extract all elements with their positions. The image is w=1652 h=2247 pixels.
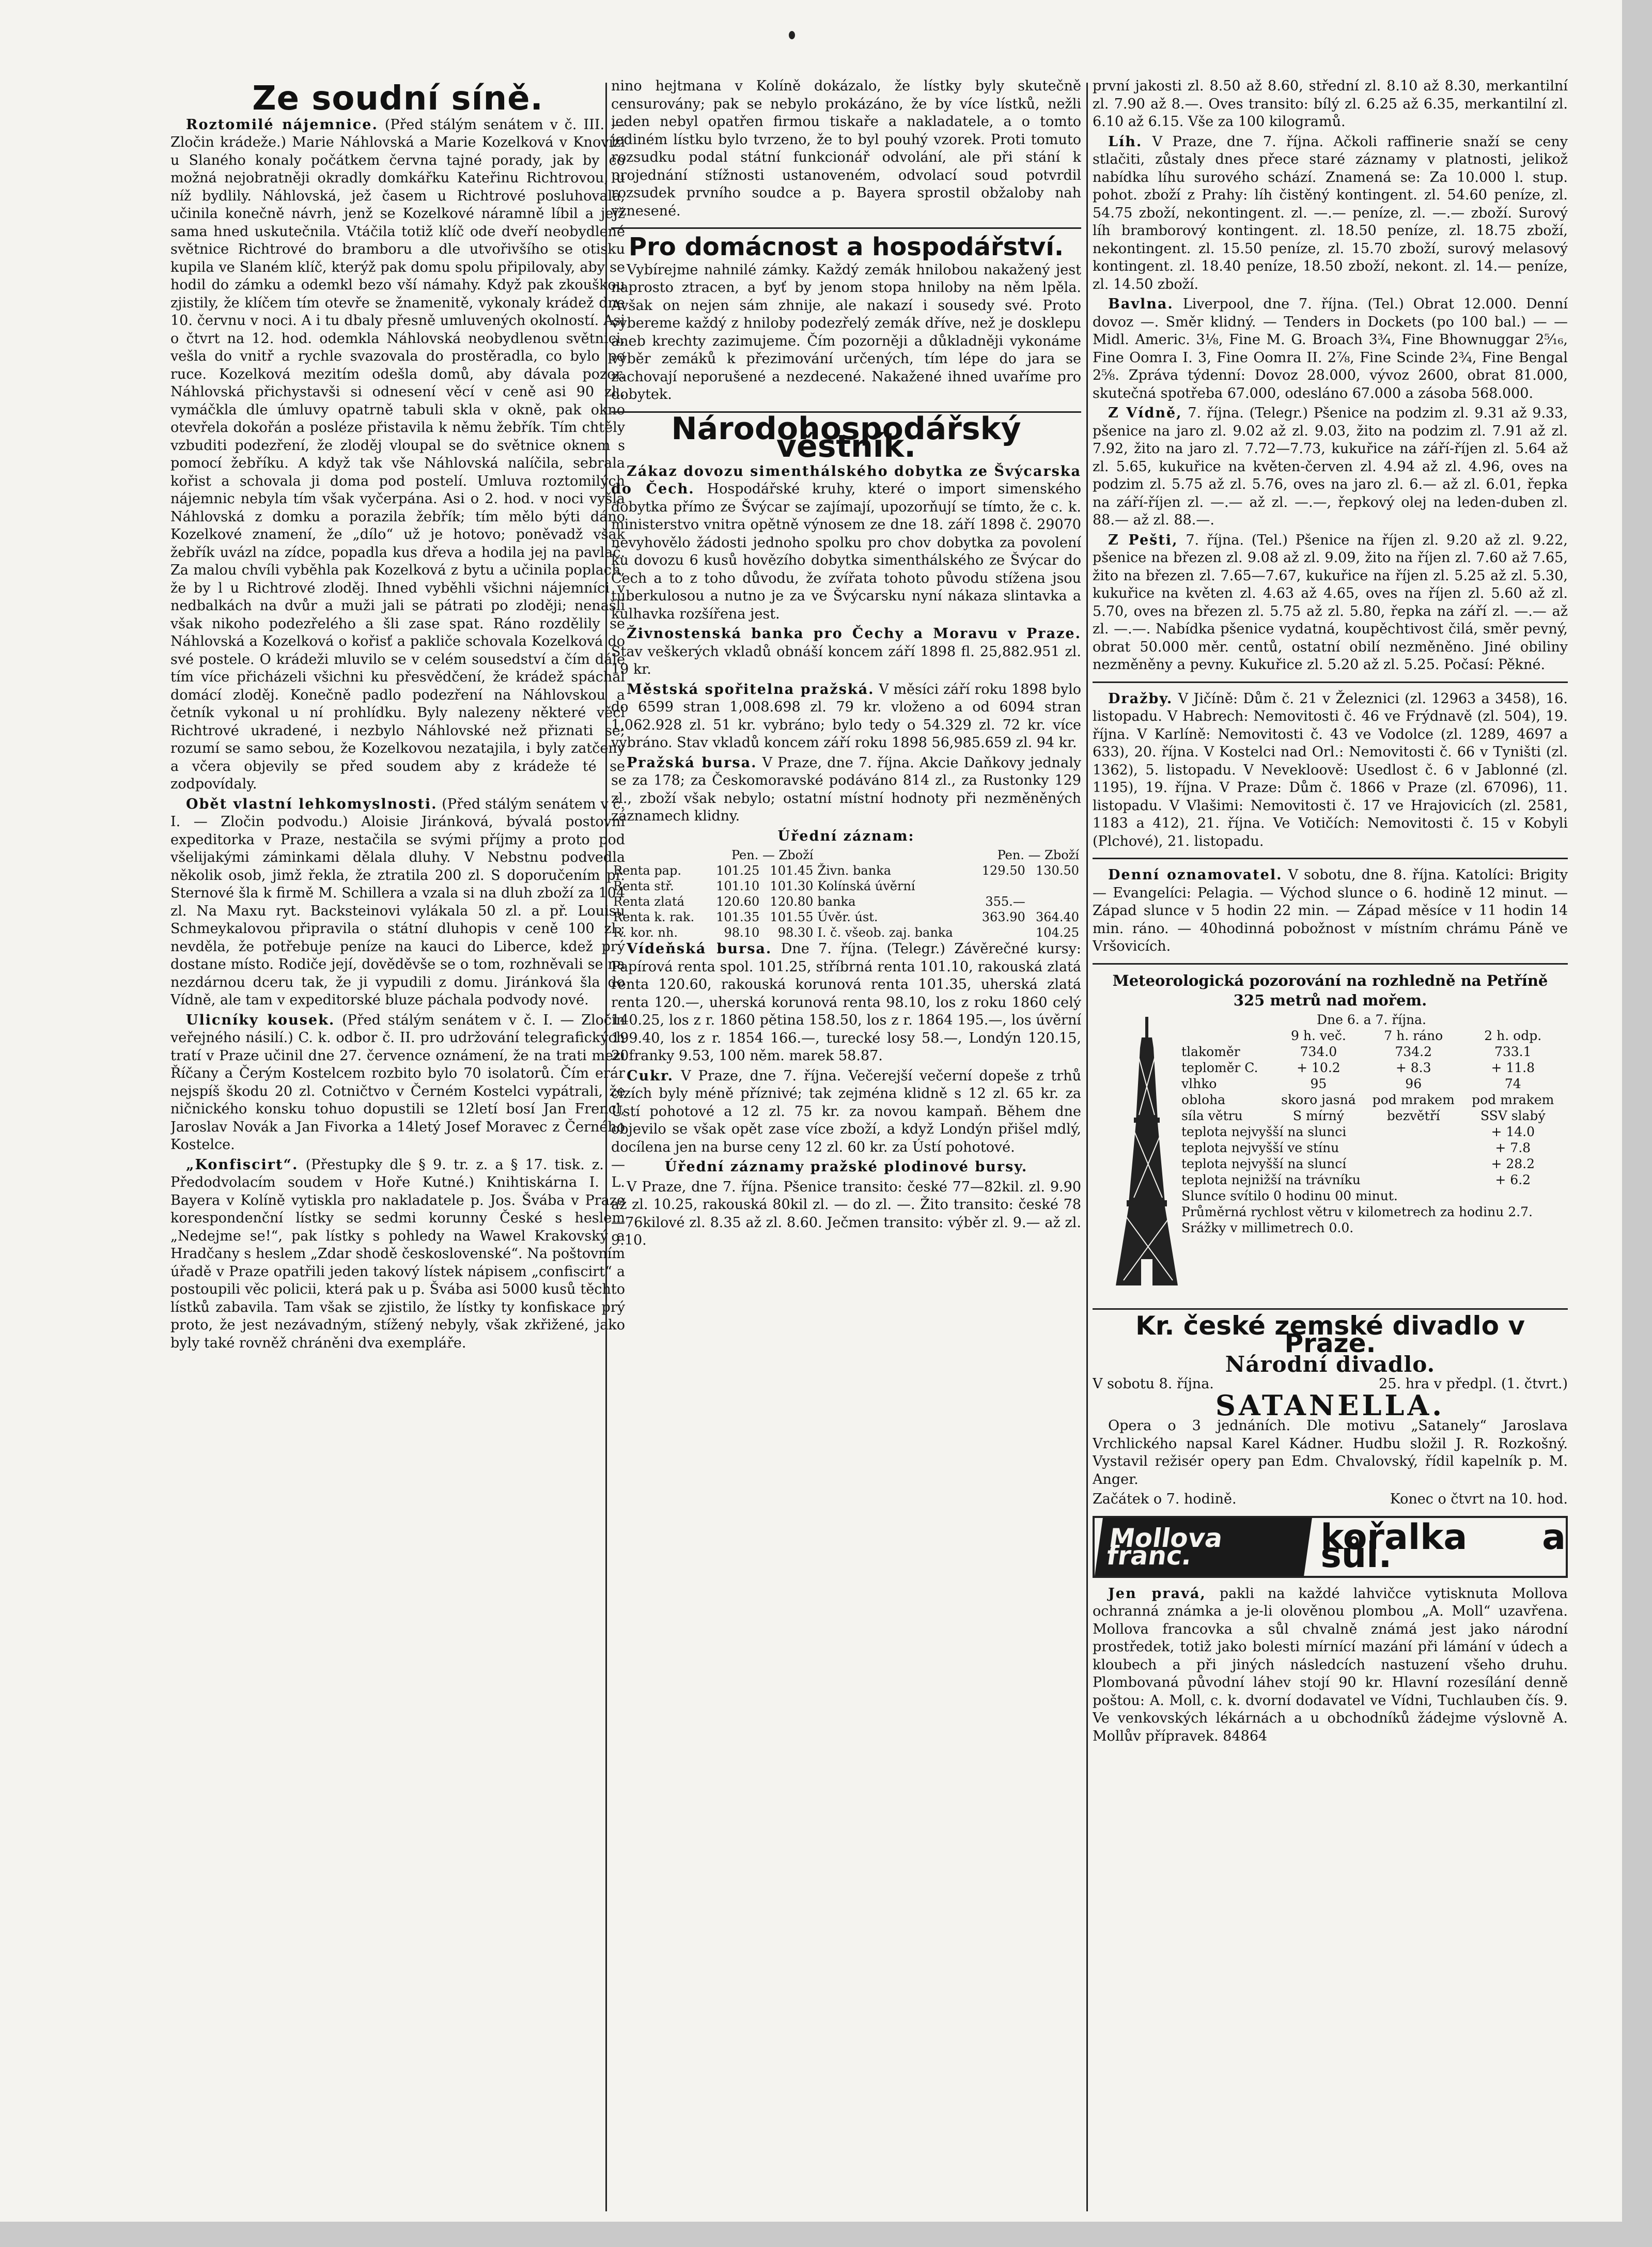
theatre-end: Konec o čtvrt na 10. hod.	[1390, 1491, 1568, 1507]
article-body: V Jičíně: Dům č. 21 v Železnici (zl. 12963 a 3458), 16. listopadu. V Habrech: Nemovitosti č. 46 ve Frýdnavě (zl. 504), 19. října. V Karlíně: Nemovitosti č. 43 ve Vodolce (zl. 1289, 4697 a 633), 20. října. V Kostelci nad Orl.: Nemovitosti č. 66 v Tyništi (zl. 1362), 5. listopadu. V Nevekloově: Usedlost č. 6 v Jablonné (zl. 1195), 19. října. V Praze: Dům č. 1866 v Praze (zl. 67096), 11. listopadu. V Vlašimi: Nemovitosti č. 17 ve Hrajovicích (zl. 2581, 1183 a 412), 21. října. Ve Votičích: Nemovitosti č. 15 v Kobyli (Plchové), 21. listopadu.	[1093, 690, 1568, 849]
table-row	[1180, 1092, 1563, 1108]
table-row	[1180, 1156, 1563, 1172]
meteo-value: 96	[1405, 1076, 1422, 1091]
rate-value: 355.—	[985, 894, 1025, 909]
meteo-note: Srážky v millimetrech 0.0.	[1181, 1220, 1354, 1235]
article-body: Hospodářské kruhy, které o import simenského dobytka přímo ze Švýcar se zajímají, upozorňují se tímto, že c. k. ministerstvo vnitra opětně výnosem ze dne 18. září 1898 č. 29070 nevyhovělo žádosti jednoho spolku pro chov dobytka za povolení ku dovozu 6 kusů hovězího dobytka simenthálského ze Švýcar do Čech a to z toho důvodu, že zvířata tohoto původu stížena jsou tuberkulosou a nutno je za ve Švýcarsku nyní nákaza slintavka a kulhavka rozšířena jest.	[611, 481, 1081, 622]
ad-product: kořalka a sůl.	[1320, 1517, 1566, 1576]
meteo-hour: 9 h. več.	[1291, 1028, 1346, 1043]
meteo-value: 74	[1504, 1076, 1521, 1091]
article-heading: „Konfiscirt“.	[186, 1156, 299, 1173]
article-heading: Zákaz dovozu simenthálského dobytka ze Švýcarska do Čech.	[611, 463, 1081, 497]
section-title: Ze soudní síně.	[252, 80, 543, 118]
meteo-table	[1180, 1012, 1563, 1236]
table-row	[1180, 1044, 1563, 1060]
meteo-label: tlakoměr	[1181, 1044, 1240, 1059]
rate-value: 101.35	[716, 910, 760, 924]
article-heading: Vídeňská bursa.	[627, 941, 772, 957]
meteo-value: 734.2	[1395, 1044, 1432, 1059]
article-body: V měsíci září roku 1898 bylo do 6599 stran 1,008.698 zl. 79 kr. vloženo a od 6094 stran 1,062.928 zl. 51 kr. vybráno; bylo tedy o 54.329 zl. 72 kr. více vybráno. Stav vkladů koncem září roku 1898 56,985.659 zl. 94 kr.	[611, 681, 1081, 751]
rate-label: banka	[817, 894, 856, 909]
article	[611, 463, 1081, 624]
column-rule	[1086, 83, 1088, 2211]
article-body: (Před stálým senátem v č. I. — Zločin veřejného násilí.) C. k. odbor č. II. pro udržování telegrafických tratí v Praze učinil dne 27. července oznámení, že na trati mezi Říčany a Čerým Kostelcem rozbito bylo 70 isolatorů. Čím erár nejspíš škodu 20 zl. Cotničtvo v Černém Kostelci vypátrali, že ničnického konsku tohuo dopustili se 12letí bosí Jan Frencl, Jaroslav Novák a Jan Fivorka a 14letý Josef Moravec z Černého Kostelce.	[170, 1012, 625, 1153]
section-title: Pro domácnost a hospodářství.	[628, 233, 1064, 261]
ad-code: 84864	[1223, 1728, 1268, 1744]
rate-value: 101.30	[770, 879, 814, 893]
meteo-value: SSV slabý	[1480, 1108, 1546, 1123]
column-middle	[611, 78, 1081, 2222]
meteo-subtitle: 325 metrů nad mořem.	[1233, 991, 1427, 1009]
rates-caption: Úřední záznam:	[777, 828, 915, 844]
article	[611, 681, 1081, 752]
meteo-value: pod mrakem	[1472, 1092, 1554, 1107]
article-body: Dne 7. října. (Telegr.) Závěrečné kursy: Papírová renta spol. 101.25, stříbrná renta 101.10, rakouská zlatá renta 120.60, rakouská korunová renta 101.35, uherská zlatá renta 120.—, uherská korunová renta 98.10, los z roku 1860 celý 140.25, los z r. 1860 pětina 158.50, los z r. 1864 195.—, los úvěrní 199.40, los z r. 1854 166.—, turecké losy 58.—, Londýn 120.15, 20franky 9.53, 100 něm. marek 58.87.	[611, 941, 1081, 1064]
article-heading: Ulicníky kousek.	[186, 1012, 335, 1028]
article-body: (Před stálým senátem v č. I. — Zločin podvodu.) Aloisie Jiránková, bývalá postovní expeditorka v Praze, nestačila se svými příjmy a proto pod všelijakými záminkami dělala dluhy. V Nebstnu podvedla několik osob, jimž řekla, že ztratila 200 zl. S doporučením př. Sternové šla k firmě M. Schillera a vzala si na dluh zboží za 104 zl. Na Maxu ryt. Backsteinovi vylákala 50 zl. a př. Louisu Schmeykalovou připravila o státní dluhopis v ceně 100 zl.; nevděla, že potřebuje peníze na kauci do Liberce, kdež prý dostane místo. Rodiče její, dověděvše se o tom, rozhněvali se na nezdárnou dceru tak, že ji vypudili z domu. Jiránková šla do Vídně, ale tam v expeditorské bluze páchala podvody nové.	[170, 796, 625, 1008]
article-heading: Z Vídně,	[1108, 405, 1182, 421]
rates-col-header: Pen. — Zboží	[997, 848, 1079, 862]
table-row	[1180, 1124, 1563, 1140]
meteo-value: 95	[1310, 1076, 1327, 1091]
rate-value: 101.45	[770, 863, 814, 878]
theatre-subtitle: Národní divadlo.	[1225, 1351, 1436, 1377]
article	[1093, 133, 1568, 294]
article	[170, 796, 625, 1010]
rate-value: 104.25	[1036, 925, 1079, 940]
petrin-tower-illustration	[1113, 1017, 1180, 1291]
article-body: Liverpool, dne 7. října. (Tel.) Obrat 12.000. Denní dovoz —. Směr klidný. — Tenders in Dockets (po 100 bal.) — — Midl. Americ. 3⅛, Fine M. G. Broach 3¾, Fine Bhownuggar 2⁵⁄₁₆, Fine Oomra I. 3, Fine Oomra II. 2⅞, Fine Scinde 2¾, Fine Bengal 2⅝. Zpráva týdenní: Dovoz 28.000, vývoz 2600, obrat 81.000, skutečná spotřeba 67.000, odesláno 67.000 a zásoba 568.000.	[1093, 296, 1568, 401]
article-body: V sobotu, dne 8. října. Katolíci: Brigity — Evangelíci: Pelagia. — Východ slunce o 6. hodině 12 minut. — Západ slunce v 5 hodin 22 min. — Západ měsíce v 11 hodin 14 min. ráno. — 40hodinná pobožnost v místním chrámu Páně ve Vršovicích.	[1093, 867, 1568, 954]
table-row	[611, 863, 1081, 878]
table-row	[1180, 1060, 1563, 1076]
article-heading: Cukr.	[627, 1067, 674, 1084]
meteo-value: 733.1	[1494, 1044, 1532, 1059]
rate-value: 129.50	[981, 863, 1025, 878]
table-row	[1180, 1108, 1563, 1124]
meteo-value: bezvětří	[1386, 1108, 1440, 1123]
meteo-value: 734.0	[1300, 1044, 1337, 1059]
advertisement-banner	[1093, 1516, 1568, 1578]
article-continued: nino hejtmana v Kolíně dokázalo, že lístky byly skutečně censurovány; pak se nebylo prokázáno, že by více lístků, nežli jeden nebyl opatřen firmou tiskaře a nakladatele, a o tomto jediném lístku bylo tvrzeno, že to byl pouhý vzorek. Proti tomuto rozsudku podal státní funkcionář odvolání, ale při stání k projednání stížnosti ustanoveném, odvolací soud potvrdil rozsudek prvního soudce a p. Bayera sprostil obžaloby nah vznesené.	[611, 78, 1081, 219]
meteo-value: + 10.2	[1297, 1060, 1341, 1075]
article-heading: Denní oznamovatel.	[1108, 867, 1283, 883]
rate-value: 363.90	[981, 910, 1025, 924]
article-body: V Praze, dne 7. října. Ačkoli raffinerie snaží se ceny stlačiti, zůstaly dnes přece staré záznamy v platnosti, jelikož nabídka líhu surového schází. Znamená se: Za 10.000 l. stup. pohot. zboží z Prahy: líh čistěný kontingent. zl. 54.60 peníze, zl. 54.75 zboží, nekontingent. zl. —.— peníze, zl. —.— zboží. Surový líh bramborový kontingent. zl. 18.50 peníze, zl. 18.75 zboží, nekontingent. zl. 15.50 peníze, zl. 15.70 zboží, surový melasový kontingent. zl. 18.40 peníze, 18.50 zboží, nekont. zl. 14.— peníze, zl. 14.50 zboží.	[1093, 133, 1568, 292]
article	[611, 1067, 1081, 1157]
rate-label: I. č. všeob. zaj. banka	[817, 925, 953, 940]
meteo-label: vlhko	[1181, 1076, 1217, 1091]
meteo-label: síla větru	[1181, 1108, 1243, 1123]
article-heading: Bavlna.	[1108, 296, 1174, 312]
rate-value: 98.30	[777, 925, 814, 940]
article	[1093, 690, 1568, 851]
rate-value	[974, 925, 1027, 940]
meteo-hours-row	[1180, 1028, 1563, 1044]
rate-value: 120.80	[770, 894, 814, 909]
table-row	[611, 878, 1081, 894]
rate-label: Kolínská úvěrní	[817, 879, 915, 893]
table-row	[1180, 1172, 1563, 1188]
table-row	[611, 909, 1081, 925]
column-left	[170, 78, 625, 2222]
article-heading: Roztomilé nájemnice.	[186, 116, 378, 133]
divider	[611, 227, 1081, 229]
rate-label: Renta stř.	[613, 879, 674, 893]
rate-label: Renta k. rak.	[613, 910, 695, 924]
article-body: Stav veškerých vkladů obnáší koncem září 1898 fl. 25,882.951 zl. 19 kr.	[611, 643, 1081, 677]
rate-label: Úvěr. úst.	[817, 910, 878, 924]
column-right	[1093, 78, 1568, 2222]
article-body: V Praze, dne 7. října. Pšenice transito: české 77—82kil. zl. 9.90 až zl. 10.25, rakouská 80kil zl. — do zl. —. Žito transito: české 78—76kilové zl. 8.35 až zl. 8.60. Ječmen transito: výběr zl. 9.— až zl. 9.10.	[611, 1179, 1081, 1248]
article-continued: první jakosti zl. 8.50 až 8.60, střední zl. 8.10 až 8.30, merkantilní zl. 7.90 až 8.—. Oves transito: bílý zl. 6.25 až 6.35, merkantilní zl. 6.10 až 6.15. Vše za 100 kilogramů.	[1093, 78, 1568, 130]
article	[611, 940, 1081, 1065]
divider	[1093, 858, 1568, 859]
ad-heading: Jen pravá,	[1108, 1585, 1206, 1602]
meteo-value: + 11.8	[1491, 1060, 1535, 1075]
article-heading: Městská spořitelna pražská.	[627, 681, 875, 698]
rate-label: Renta zlatá	[613, 894, 684, 909]
article-body: 7. října. (Telegr.) Pšenice na podzim zl. 9.31 až 9.33, pšenice na jaro zl. 9.02 až zl. 9.03, žito na podzim zl. 7.91 až zl. 7.92, žito na jaro zl. 7.72—7.73, kukuřice na září-říjen zl. 5.64 až zl. 5.65, kukuřice na květen-červen zl. 4.94 až zl. 4.96, oves na podzim zl. 5.75 až zl. 5.76, oves na jaro zl. 6.— až zl. 6.01, řepka na září-říjen zl. —.— až zl. —.—, řepkový olej na leden-duben zl. 88.— až zl. 88.—.	[1093, 405, 1568, 528]
meteo-value: + 8.3	[1395, 1060, 1431, 1075]
meteo-hour: 2 h. odp.	[1484, 1028, 1542, 1043]
divider	[1093, 963, 1568, 965]
article	[1093, 532, 1568, 674]
meteo-value: pod mrakem	[1372, 1092, 1455, 1107]
meteo-block	[1093, 1012, 1568, 1301]
meteo-note: Průměrná rychlost větru v kilometrech za hodinu 2.7.	[1181, 1204, 1533, 1219]
article-heading: Pražská bursa.	[627, 754, 757, 771]
rate-label: Živn. banka	[817, 863, 892, 878]
rate-value	[974, 878, 1027, 894]
table-row	[1180, 1140, 1563, 1156]
rate-value: 101.10	[716, 879, 760, 893]
article-body: (Přestupky dle § 9. tr. z. a § 17. tisk. z. — Předodvolacím soudem v Hoře Kutné.) Knihtiskárna I. L. Bayera v Kolíně vytiskla pro nakladatele p. Jos. Švába v Praze korespondenční lístky se sedmi korunny České s heslem „Nedejme se!“, pak lístky s pohledy na Wawel Krakovský a Hradčany s heslem „Zdar shodě československé“. Na poštovním úřadě v Praze opatřili jeden takový lístek nápisem „confiscirt“ a postoupili věc policii, která pak u p. Švába asi 5000 kusů těchto lístků zabavila. Tam však se zjistilo, že lístky ty konfiskace prý proto, že jest nezávadným, stížený nebyly, však zkřižené, jako byly také rovněž chráněni dva exempláře.	[170, 1156, 625, 1351]
article-heading: Dražby.	[1108, 690, 1173, 707]
advertisement-text	[1093, 1585, 1568, 1746]
theatre-name: Kr. české zemské divadlo v Praze.	[1135, 1310, 1525, 1358]
divider	[1093, 1308, 1568, 1310]
table-row	[1180, 1076, 1563, 1092]
theatre-subscription: 25. hra v předpl. (1. čtvrt.)	[1379, 1376, 1568, 1392]
theatre-body: Opera o 3 jednáních. Dle motivu „Satanely“ Jaroslava Vrchlického napsal Karel Kádner. Hudbu složil J. R. Rozkošný. Vystavil režisér opery pan Edm. Chvalovský, řídil kapelník p. M. Anger.	[1093, 1418, 1568, 1487]
section-title: Národohospodářský věstník.	[671, 410, 1021, 464]
article	[1093, 296, 1568, 402]
rate-label: Renta pap.	[613, 863, 681, 878]
table-row	[611, 925, 1081, 940]
theatre-time-row	[1093, 1491, 1568, 1509]
rate-value: 130.50	[1036, 863, 1079, 878]
meteo-label: obloha	[1181, 1092, 1226, 1107]
meteo-dates: Dne 6. a 7. října.	[1317, 1012, 1426, 1027]
article	[170, 1156, 625, 1353]
meteo-value: S mírný	[1292, 1108, 1344, 1123]
meteo-label: teplota nejvyšší na sluncí	[1181, 1156, 1347, 1171]
article	[1093, 405, 1568, 530]
rate-value: 101.25	[716, 863, 760, 878]
ad-body: pakli na každé lahvičce vytisknuta Mollova ochranná známka a je-li olověnou plombou „A. Moll“ uzavřena. Mollova francovka a sůl chvalně známá jest jako národní prostředek, totiž jako bolesti mírnící mazání při lámání v údech a kloubech a při jiných následcích nastuzení všeho druhu. Plombovaná původní láhev stojí 90 kr. Hlavní rozesílání denně poštou: A. Moll, c. k. dvorní dodavatel ve Vídni, Tuchlauben čís. 9. Ve venkovských lékárnách a u obchodníků žádejme výslovně A. Mollův přípravek.	[1093, 1585, 1568, 1744]
theatre-date: V sobotu 8. října.	[1093, 1376, 1214, 1392]
rates-table	[611, 847, 1081, 940]
article-body: 7. října. (Tel.) Pšenice na říjen zl. 9.20 až zl. 9.22, pšenice na březen zl. 9.08 až zl. 9.09, žito na říjen zl. 7.60 až 7.65, žito na březen zl. 7.65—7.67, kukuřice na říjen zl. 5.25 až zl. 5.30, kukuřice na květen zl. 4.63 až 4.65, oves na říjen zl. 5.60 až zl. 5.70, oves na březen zl. 5.75 až zl. 5.80, řepka na září zl. —.— až zl. —.—. Nabídka pšenice vydatná, koupěchtivost čilá, směr pevný, obrat 50.000 měr. centů, ostatní obilí nezměněno. Jiné obiliny nezměněny a pevny. Kukuřice zl. 5.20 až zl. 5.25. Počasí: Pěkné.	[1093, 532, 1568, 673]
table-row	[611, 894, 1081, 909]
rate-value	[1027, 894, 1081, 909]
meteo-label: teplota nejvyšší ve stínu	[1181, 1140, 1339, 1155]
meteo-value: skoro jasná	[1281, 1092, 1356, 1107]
article-heading: Líh.	[1108, 133, 1143, 150]
article-heading: Úřední záznamy pražské plodinové bursy.	[664, 1159, 1028, 1175]
scan-edge-right	[1622, 0, 1652, 2247]
rates-col-header: Pen. — Zboží	[731, 848, 814, 862]
article	[611, 754, 1081, 826]
meteo-value: + 6.2	[1495, 1172, 1531, 1187]
article	[170, 116, 625, 794]
article	[611, 625, 1081, 679]
meteo-label: teplota nejnižší na trávníku	[1181, 1172, 1361, 1187]
theatre-play: SATANELLA.	[1215, 1388, 1445, 1422]
meteo-value: + 7.8	[1495, 1140, 1531, 1155]
rate-value: 101.55	[770, 910, 814, 924]
article-body: Vybírejme nahnilé zámky. Každý zemák hnilobou nakažený jest naprosto ztracen, a byť by jenom stopa hniloby na něm lpěla. Avšak on nejen sám zhnije, ale nakazí i sousedy své. Proto vybereme každý z hniloby podezřelý zemák dříve, než je dosklepu aneb krechty zazimujeme. Čím pozorněji a důkladněji vykonáme výběr zemáků k přezimování určených, tím lépe do jara se zachovají neporušené a nezdecené. Nakažené ihned uvaříme pro dobytek.	[611, 261, 1081, 402]
ad-brand: Mollova franc.	[1095, 1518, 1312, 1576]
meteo-title: Meteorologická pozorování na rozhledně na Petříně	[1112, 971, 1548, 989]
article-body: V Praze, dne 7. října. Akcie Daňkovy jednaly se za 178; za Českomoravské podáváno 814 zl., za Rustonky 129 zl., zboží však nebylo; ostatní místní hodnoty při nezměněných záznamech klidny.	[611, 754, 1081, 824]
meteo-label: teplota nejvyšší na slunci	[1181, 1124, 1347, 1139]
meteo-value: + 28.2	[1491, 1156, 1535, 1171]
rate-value: 98.10	[724, 925, 760, 940]
meteo-label: teploměr C.	[1181, 1060, 1258, 1075]
rate-label: R. kor. nh.	[613, 925, 678, 940]
theatre-start: Začátek o 7. hodině.	[1093, 1491, 1237, 1507]
meteo-hour: 7 h. ráno	[1384, 1028, 1443, 1043]
rate-value: 120.60	[716, 894, 760, 909]
article-body: (Před stálým senátem v č. III. — Zločin krádeže.) Marie Náhlovská a Marie Kozelková v Knovízi u Slaného konaly počátkem června tajné porady, jak by co možná nejobratněji okradly domkářku Kateřinu Richtrovou, u níž bydlily. Náhlovská, jež časem u Richtrové posluhovala, učinila konečně návrh, jenž se Kozelkové náramně líbil a jejž sama hned uskutečnila. Vtáčila totiž klíč ode dveří neobydlené světnice Richtrové do bramboru a dle utvořivšího se otisku kupila ve Slaném klíč, kterýž pak domu spolu připilovaly, aby se hodil do zámku a odemkl bezo vší námahy. Když pak zkouškou zjistily, že klíčem tím otevře se žnamenitě, vykonaly krádež dne 10. červnu v noci. A i tu dbaly přesně umluvených okolností. Asi o čtvrt na 12. hod. odemkla Náhlovská neobydlenou světnici, vešla do vnitř a rychle svazovala do prostěradla, co bylo po ruce. Kozelková mezitím odešla domů, aby dávala pozor. Náhlovská přichystavši si odnesení věcí v ceně asi 90 zl., vymáčkla dle úmluvy opatrně tabuli skla v okně, pak okno otevřela dokořán a posléze přistavila k němu žebřík. Tím chtěly vzbuditi podezření, že zloděj vloupal se do světnice oknem s pomocí žebříku. A když tak vše Náhlovská nalíčila, sebrala kořist a schovala ji doma pod postelí. Umluva roztomilých nájemnic nebyla tím však vyčerpána. Asi o 2. hod. v noci vyšla Náhlovská z domku a porazila žebřík; tím mělo býti dáno Kozelkové znamení, že „dílo“ už je hotovo; poněvadž však žebřík uvázl na zídce, popadla kus dřeva a hodila jej na pavlač. Za malou chvíli vyběhla pak Kozelková z bytu a učinila poplach, že by l u Richtrové zloděj. Ihned vyběhli všichni nájemníci v nedbalkách na dvůr a muži jali se pátrati po zloději; nenašli však nikoho podezřelého a šli zase spat. Ráno rozdělily se Náhlovská a Kozelková o kořisť a pakliče schovala Kozelková do své postele. O krádeži mluvilo se v celém sousedství a čím dále tím více přicházeli všichni ku přesvědčení, že krádež spáchal domácí zloděj. Konečně padlo podezření na Náhlovskou a četník vykonal u ní prohlídku. Byly nalezeny některé věci Richtrové ukradené, i nezbylo Náhlovské než přiznati se; rozumí se samo sebou, že Kozelkovou nezatajila, i byly zatčeny a včera objevily se před soudem aby z krádeže té se zodpovídaly.	[170, 116, 625, 792]
rate-value: 364.40	[1036, 910, 1079, 924]
rates-header-row	[611, 847, 1081, 863]
divider	[1093, 681, 1568, 683]
binding-dot	[789, 31, 795, 39]
article-body: V Praze, dne 7. října. Večerejší večerní dopeše z trhů cizích byly méně příznivé; tak zejména klidně s 12 zl. 65 kr. za Ústí pohotové a 12 zl. 75 kr. za novou kampaň. Během dne objevilo se však opět zase více zboží, a když Londýn přišel mdlý, docílena jen na burse ceny 12 zl. 60 kr. za Ústí pohotové.	[611, 1067, 1081, 1155]
scan-edge-bottom	[0, 2222, 1652, 2247]
article	[170, 1012, 625, 1154]
article-heading: Obět vlastní lehkomyslnosti.	[186, 796, 438, 812]
meteo-value: + 14.0	[1491, 1124, 1535, 1139]
rate-value	[1027, 878, 1081, 894]
article-heading: Živnostenská banka pro Čechy a Moravu v Praze.	[627, 626, 1081, 642]
meteo-note: Slunce svítilo 0 hodinu 00 minut.	[1181, 1188, 1398, 1203]
article-heading: Z Pešti,	[1108, 532, 1178, 548]
article	[1093, 866, 1568, 956]
